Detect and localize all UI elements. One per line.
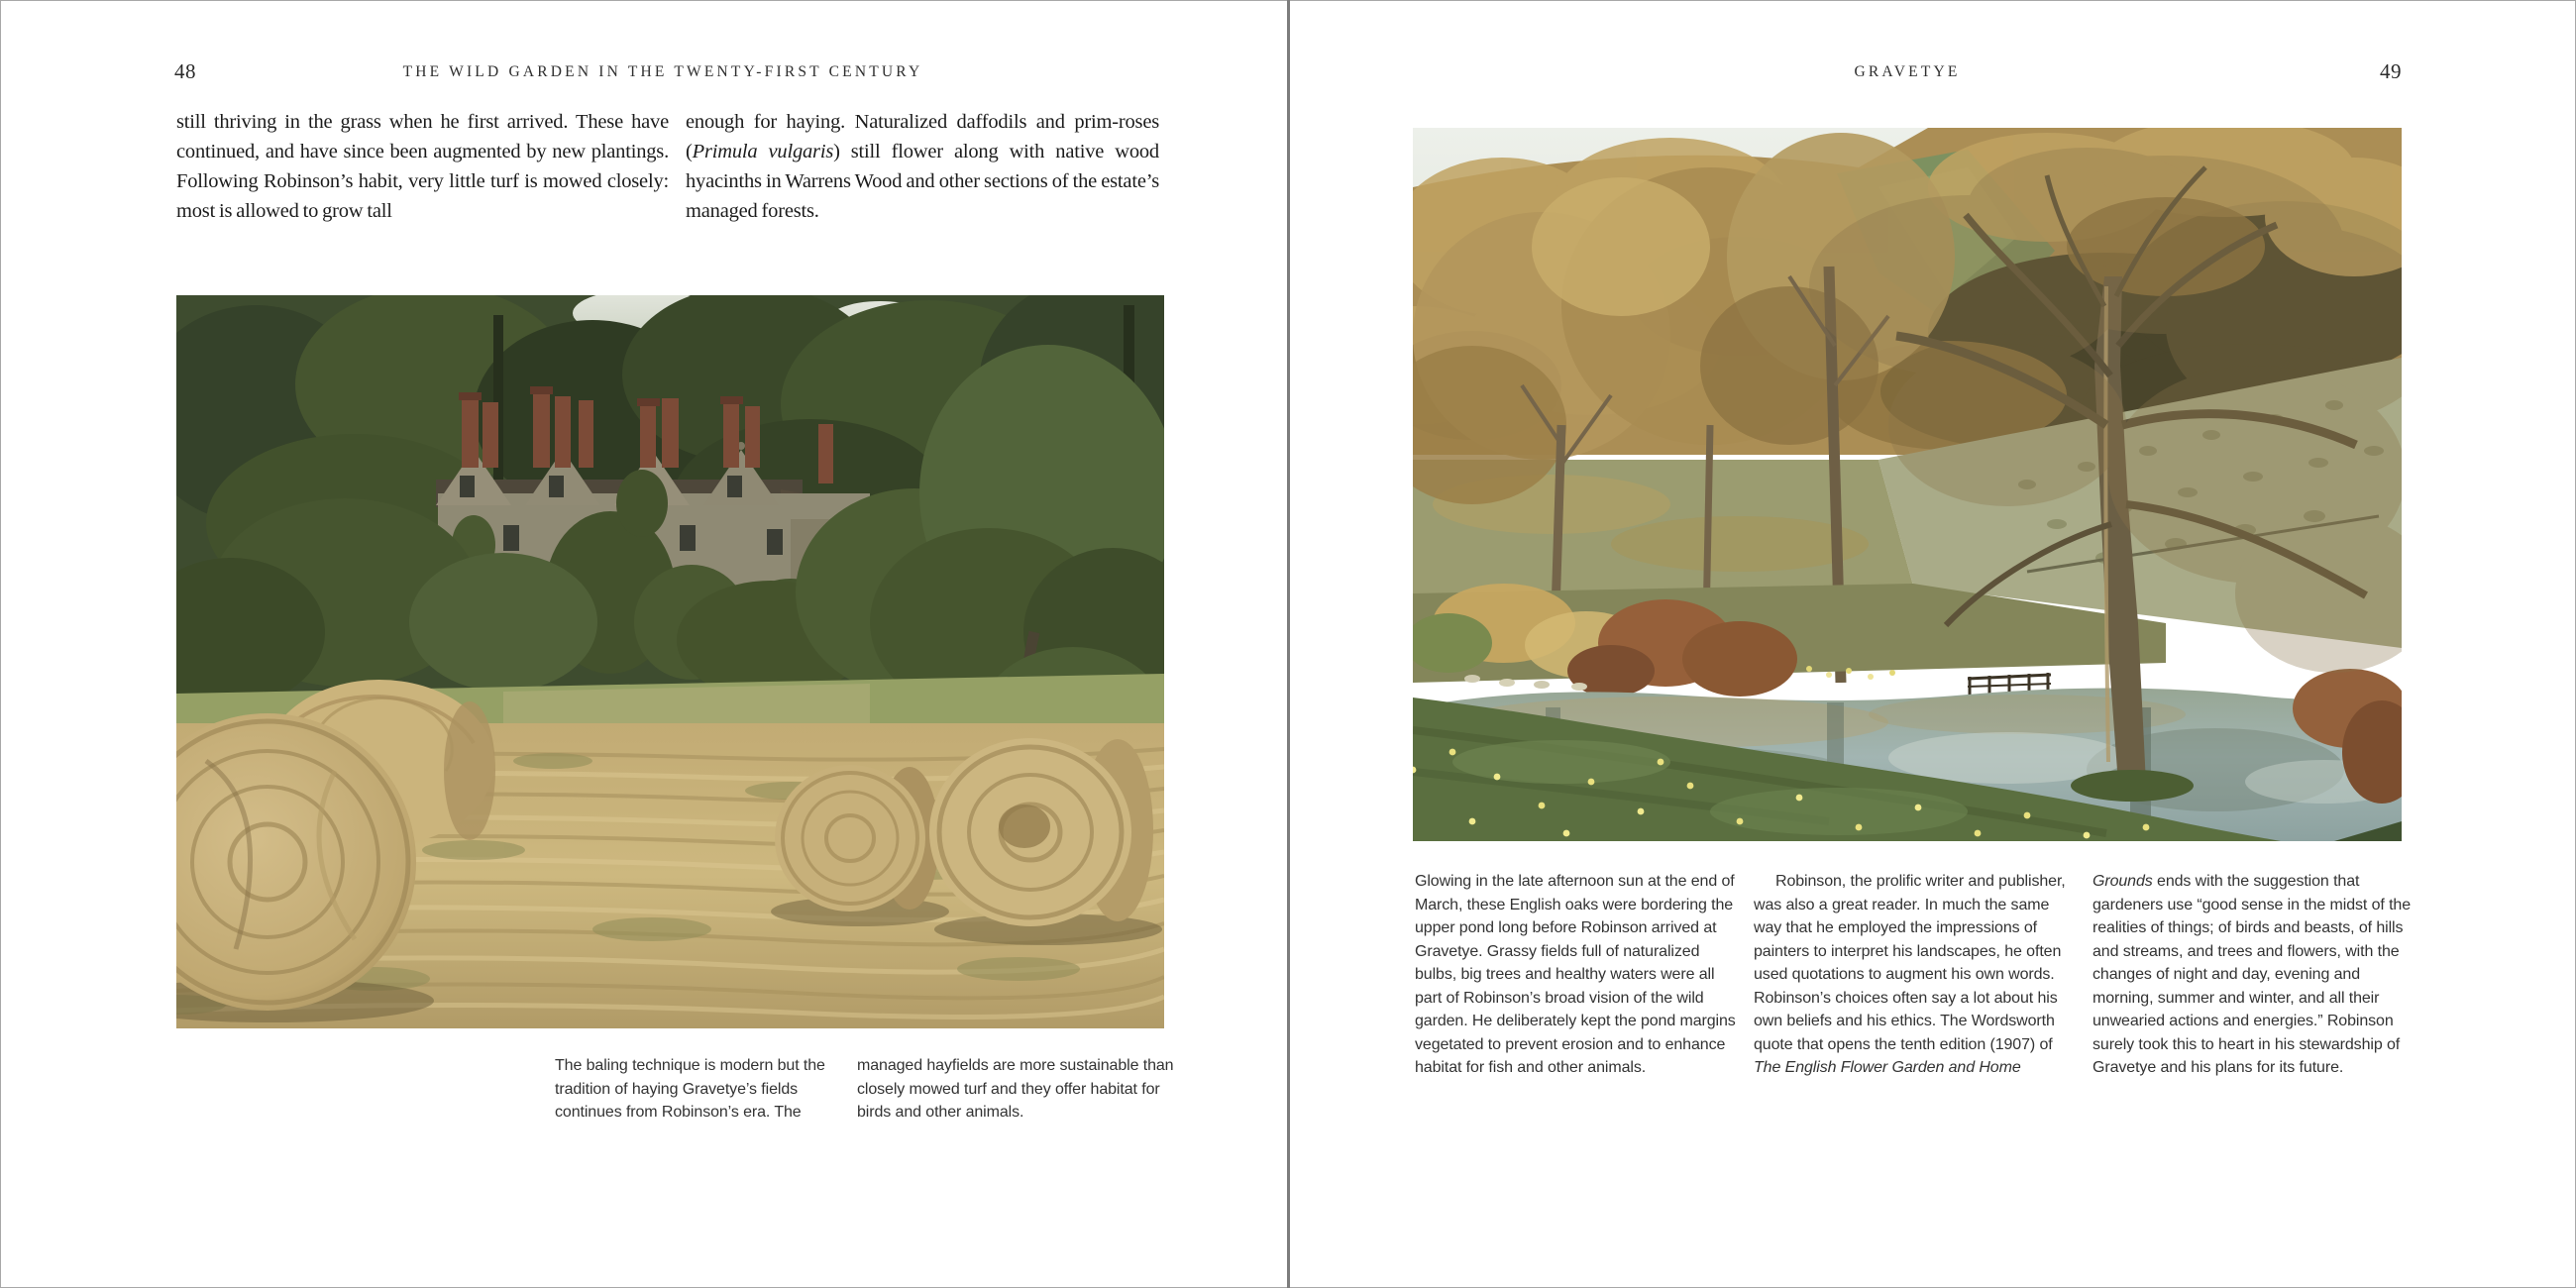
body-col2-text: enough for haying. Naturalized daffodils and prim-roses ( — [686, 111, 1159, 162]
right-caption-col3 — [2093, 870, 2419, 1080]
caption-col3-body: ends with the suggestion that gardeners use “good sense in the midst of the realities of things; of birds and beasts, of hills and streams, and trees and flowers, with the changes of night and day, evening and morning, summer and winter, and all their unwearied actions and energies.” Robinson surely took this to heart in his stewardship of Gravetye and his plans for its future. — [2093, 873, 2412, 1076]
left-caption-col2-text: managed hayfields are more sustainable than closely mowed turf and they offer habitat for birds and other animals. — [857, 1057, 1174, 1121]
hay-bale-middle — [771, 765, 949, 926]
book-title-italic-continued: Grounds — [2093, 873, 2153, 890]
book-title-italic: The English Flower Garden and Home — [1754, 1059, 2021, 1076]
right-caption-col3-text — [2093, 870, 2419, 1080]
hayfield-photo — [176, 295, 1164, 1028]
right-caption-col1-text: Glowing in the late afternoon sun at the end of March, these English oaks were bordering the upper pond long before Robinson arrived at Gravetye. Grassy fields full of naturalized bulbs, big trees and healthy waters were all part of Robinson’s broad vision of the wild garden. He deliberately kept the pond margins vegetated to prevent erosion and to enhance habitat for fish and other animals. — [1415, 873, 1736, 1076]
left-caption-col1-text: The baling technique is modern but the tradition of haying Gravetye’s fields continues from Robinson’s era. The — [555, 1057, 825, 1121]
left-caption-col2 — [857, 1054, 1174, 1125]
right-running-head: GRAVETYE — [1854, 63, 1961, 80]
right-caption-col2 — [1754, 870, 2081, 1080]
left-running-head: THE WILD GARDEN IN THE TWENTY-FIRST CENTURY — [402, 63, 923, 80]
pond-photo — [1413, 128, 2402, 841]
pond-photo-illustration — [1413, 128, 2402, 841]
left-page-number: 48 — [174, 59, 196, 83]
latin-name-italic: Primula vulgaris — [692, 141, 834, 162]
body-col2-text-end: ) still flower along with native wood hyacinths in Warrens Wood and other sections of the estate’s managed forests. — [686, 141, 1159, 222]
left-caption-col1 — [555, 1054, 838, 1125]
hayfield-photo-illustration — [176, 295, 1164, 1028]
body-column-2 — [686, 107, 1159, 226]
right-caption-col2-text — [1754, 870, 2081, 1080]
right-page-number: 49 — [2380, 59, 2402, 83]
page-gutter-divider — [1287, 0, 1290, 1288]
right-caption-col1 — [1415, 870, 1742, 1080]
body-column-1: still thriving in the grass when he first arrived. These have continued, and have since been augmented by new plantings. Following Robinson’s habit, very little turf is mowed closely: most is allowed to grow tall — [176, 111, 669, 222]
caption-col2-body: Robinson, the prolific writer and publisher, was also a great reader. In much the same way that he employed the impressions of painters to interpret his landscapes, he often used quotations to augment his own words. Robinson’s choices often say a lot about his own beliefs and his ethics. The Wordsworth quote that opens the tenth edition (1907) of — [1754, 873, 2066, 1053]
